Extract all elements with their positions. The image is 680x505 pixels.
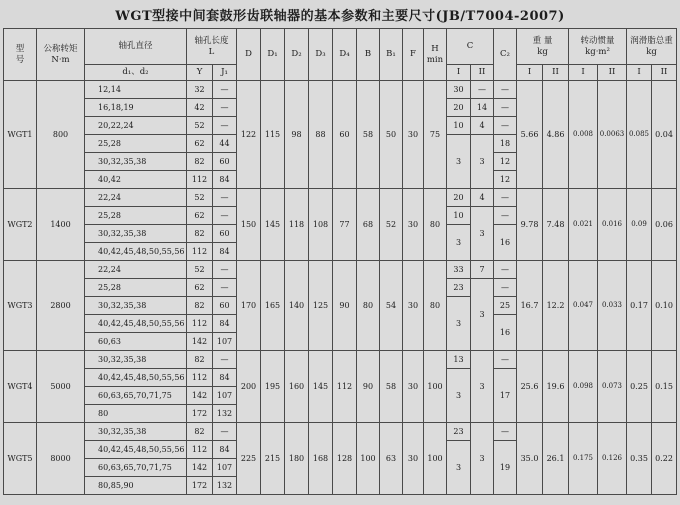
j1-cell: — [213, 99, 237, 117]
weight-II-cell: 7.48 [543, 189, 569, 261]
grease-I-cell: 0.25 [627, 351, 652, 423]
bore-cell: 30,32,35,38 [85, 153, 187, 171]
bore-cell: 12,14 [85, 81, 187, 99]
header-H-min: H min [424, 29, 447, 81]
dim-B-cell: 80 [357, 261, 380, 351]
c-II-cell: 3 [471, 207, 494, 261]
j1-cell: 60 [213, 297, 237, 315]
header-grease-I: I [627, 65, 652, 81]
c2-cell: 16 [494, 315, 517, 351]
header-C-I: I [447, 65, 471, 81]
dim-D2-cell: 180 [285, 423, 309, 495]
weight-II-cell: 26.1 [543, 423, 569, 495]
dim-D-cell: 200 [237, 351, 261, 423]
grease-I-cell: 0.085 [627, 81, 652, 189]
header-grease-II: II [652, 65, 677, 81]
dim-D3-cell: 145 [309, 351, 333, 423]
inertia-II-cell: 0.073 [598, 351, 627, 423]
c-II-cell: 14 [471, 99, 494, 117]
y-cell: 142 [187, 387, 213, 405]
c-I-cell: 23 [447, 423, 471, 441]
weight-I-cell: 5.66 [517, 81, 543, 189]
y-cell: 52 [187, 189, 213, 207]
c-II-cell: 3 [471, 423, 494, 495]
grease-II-cell: 0.15 [652, 351, 677, 423]
y-cell: 62 [187, 207, 213, 225]
bore-cell: 30,32,35,38 [85, 225, 187, 243]
inertia-I-cell: 0.047 [569, 261, 598, 351]
dim-D4-cell: 60 [333, 81, 357, 189]
dim-F-cell: 30 [403, 423, 424, 495]
grease-I-cell: 0.09 [627, 189, 652, 261]
j1-cell: — [213, 351, 237, 369]
dim-D2-cell: 98 [285, 81, 309, 189]
page-title: WGT型接中间套鼓形齿联轴器的基本参数和主要尺寸(JB/T7004-2007) [115, 9, 565, 24]
h-min-cell: 80 [424, 189, 447, 261]
j1-cell: 84 [213, 441, 237, 459]
torque-cell: 1400 [37, 189, 85, 261]
dim-D-cell: 170 [237, 261, 261, 351]
bore-cell: 80 [85, 405, 187, 423]
dim-B-cell: 68 [357, 189, 380, 261]
c-I-cell: 3 [447, 369, 471, 423]
c2-cell: — [494, 189, 517, 207]
dim-D2-cell: 118 [285, 189, 309, 261]
c2-cell: — [494, 99, 517, 117]
j1-cell: — [213, 189, 237, 207]
y-cell: 62 [187, 279, 213, 297]
grease-II-cell: 0.22 [652, 423, 677, 495]
header-C2: C₂ [494, 29, 517, 81]
y-cell: 112 [187, 441, 213, 459]
dim-D4-cell: 77 [333, 189, 357, 261]
dim-B1-cell: 54 [380, 261, 403, 351]
j1-cell: 60 [213, 225, 237, 243]
j1-cell: 44 [213, 135, 237, 153]
c-I-cell: 10 [447, 207, 471, 225]
c2-cell: 19 [494, 441, 517, 495]
c-I-cell: 20 [447, 99, 471, 117]
dim-B-cell: 100 [357, 423, 380, 495]
model-cell: WGT2 [4, 189, 37, 261]
model-cell: WGT5 [4, 423, 37, 495]
j1-cell: 84 [213, 369, 237, 387]
weight-I-cell: 16.7 [517, 261, 543, 351]
c-I-cell: 3 [447, 225, 471, 261]
y-cell: 32 [187, 81, 213, 99]
y-cell: 112 [187, 243, 213, 261]
weight-II-cell: 12.2 [543, 261, 569, 351]
header-dim-F: F [403, 29, 424, 81]
y-cell: 52 [187, 261, 213, 279]
y-cell: 112 [187, 369, 213, 387]
header-grease: 润滑脂总重 kg [627, 29, 677, 65]
header-dim-B1: B₁ [380, 29, 403, 81]
header-bore-sub: d₁、d₂ [85, 65, 187, 81]
j1-cell: 107 [213, 333, 237, 351]
c2-cell: — [494, 117, 517, 135]
c-I-cell: 10 [447, 117, 471, 135]
bore-cell: 16,18,19 [85, 99, 187, 117]
j1-cell: 132 [213, 477, 237, 495]
h-min-cell: 75 [424, 81, 447, 189]
header-weight-II: II [543, 65, 569, 81]
inertia-I-cell: 0.021 [569, 189, 598, 261]
header-dim-D: D [237, 29, 261, 81]
bore-cell: 22,24 [85, 189, 187, 207]
y-cell: 52 [187, 117, 213, 135]
y-cell: 62 [187, 135, 213, 153]
c2-cell: — [494, 261, 517, 279]
j1-cell: — [213, 207, 237, 225]
dim-F-cell: 30 [403, 189, 424, 261]
dim-D-cell: 225 [237, 423, 261, 495]
model-cell: WGT1 [4, 81, 37, 189]
c2-cell: — [494, 207, 517, 225]
header-Y: Y [187, 65, 213, 81]
h-min-cell: 100 [424, 351, 447, 423]
y-cell: 82 [187, 225, 213, 243]
c-II-cell: 3 [471, 351, 494, 423]
dim-D2-cell: 160 [285, 351, 309, 423]
header-bore-length: 轴孔长度 L [187, 29, 237, 65]
dim-B1-cell: 50 [380, 81, 403, 189]
header-dim-D2: D₂ [285, 29, 309, 81]
weight-I-cell: 35.0 [517, 423, 543, 495]
j1-cell: — [213, 81, 237, 99]
weight-I-cell: 9.78 [517, 189, 543, 261]
header-inertia-I: I [569, 65, 598, 81]
y-cell: 82 [187, 297, 213, 315]
bore-cell: 25,28 [85, 207, 187, 225]
dim-B1-cell: 52 [380, 189, 403, 261]
y-cell: 112 [187, 315, 213, 333]
c-II-cell: 3 [471, 135, 494, 189]
grease-I-cell: 0.17 [627, 261, 652, 351]
j1-cell: 84 [213, 315, 237, 333]
bore-cell: 40,42,45,48,50,55,56 [85, 369, 187, 387]
c-II-cell: 3 [471, 279, 494, 351]
j1-cell: 84 [213, 171, 237, 189]
dim-D1-cell: 215 [261, 423, 285, 495]
c2-cell: 17 [494, 369, 517, 423]
weight-II-cell: 19.6 [543, 351, 569, 423]
torque-cell: 800 [37, 81, 85, 189]
bore-cell: 40,42,45,48,50,55,56 [85, 441, 187, 459]
bore-cell: 60,63,65,70,71,75 [85, 459, 187, 477]
bore-cell: 25,28 [85, 279, 187, 297]
j1-cell: 60 [213, 153, 237, 171]
dim-D3-cell: 108 [309, 189, 333, 261]
j1-cell: — [213, 279, 237, 297]
c-I-cell: 3 [447, 441, 471, 495]
c-II-cell: — [471, 81, 494, 99]
c2-cell: — [494, 81, 517, 99]
c2-cell: 16 [494, 225, 517, 261]
y-cell: 42 [187, 99, 213, 117]
c-II-cell: 7 [471, 261, 494, 279]
header-J1: J₁ [213, 65, 237, 81]
header-torque: 公称转矩 N·m [37, 29, 85, 81]
c-I-cell: 3 [447, 297, 471, 351]
j1-cell: 84 [213, 243, 237, 261]
header-C: C [447, 29, 494, 65]
y-cell: 82 [187, 351, 213, 369]
inertia-II-cell: 0.0063 [598, 81, 627, 189]
dim-D3-cell: 125 [309, 261, 333, 351]
bore-cell: 80,85,90 [85, 477, 187, 495]
y-cell: 142 [187, 459, 213, 477]
torque-cell: 8000 [37, 423, 85, 495]
dim-D-cell: 122 [237, 81, 261, 189]
bore-cell: 40,42,45,48,50,55,56 [85, 243, 187, 261]
bore-cell: 22,24 [85, 261, 187, 279]
header-weight: 重 量 kg [517, 29, 569, 65]
coupling-parameters-table [3, 28, 677, 495]
grease-I-cell: 0.35 [627, 423, 652, 495]
bore-cell: 40,42 [85, 171, 187, 189]
dim-D3-cell: 168 [309, 423, 333, 495]
bore-cell: 60,63 [85, 333, 187, 351]
j1-cell: 107 [213, 387, 237, 405]
dim-D4-cell: 90 [333, 261, 357, 351]
bore-cell: 25,28 [85, 135, 187, 153]
dim-D1-cell: 165 [261, 261, 285, 351]
c-I-cell: 30 [447, 81, 471, 99]
j1-cell: 107 [213, 459, 237, 477]
c-I-cell: 3 [447, 135, 471, 189]
grease-II-cell: 0.06 [652, 189, 677, 261]
bore-cell: 30,32,35,38 [85, 351, 187, 369]
torque-cell: 5000 [37, 351, 85, 423]
weight-II-cell: 4.86 [543, 81, 569, 189]
c2-cell: 25 [494, 297, 517, 315]
y-cell: 142 [187, 333, 213, 351]
inertia-I-cell: 0.098 [569, 351, 598, 423]
header-dim-B: B [357, 29, 380, 81]
dim-D1-cell: 145 [261, 189, 285, 261]
j1-cell: — [213, 117, 237, 135]
c2-cell: — [494, 279, 517, 297]
y-cell: 172 [187, 405, 213, 423]
grease-II-cell: 0.10 [652, 261, 677, 351]
dim-B-cell: 58 [357, 81, 380, 189]
bore-cell: 30,32,35,38 [85, 423, 187, 441]
dim-F-cell: 30 [403, 81, 424, 189]
y-cell: 82 [187, 423, 213, 441]
c-I-cell: 13 [447, 351, 471, 369]
bore-cell: 30,32,35,38 [85, 297, 187, 315]
y-cell: 112 [187, 171, 213, 189]
bore-cell: 60,63,65,70,71,75 [85, 387, 187, 405]
inertia-I-cell: 0.175 [569, 423, 598, 495]
h-min-cell: 100 [424, 423, 447, 495]
model-cell: WGT4 [4, 351, 37, 423]
c2-cell: 18 [494, 135, 517, 153]
header-dim-D1: D₁ [261, 29, 285, 81]
h-min-cell: 80 [424, 261, 447, 351]
c-II-cell: 4 [471, 189, 494, 207]
inertia-II-cell: 0.126 [598, 423, 627, 495]
inertia-II-cell: 0.033 [598, 261, 627, 351]
y-cell: 82 [187, 153, 213, 171]
header-inertia-II: II [598, 65, 627, 81]
weight-I-cell: 25.6 [517, 351, 543, 423]
dim-B1-cell: 58 [380, 351, 403, 423]
header-C-II: II [471, 65, 494, 81]
dim-D2-cell: 140 [285, 261, 309, 351]
dim-D1-cell: 115 [261, 81, 285, 189]
c2-cell: — [494, 423, 517, 441]
dim-B-cell: 90 [357, 351, 380, 423]
bore-cell: 40,42,45,48,50,55,56 [85, 315, 187, 333]
c2-cell: 12 [494, 171, 517, 189]
y-cell: 172 [187, 477, 213, 495]
header-dim-D4: D₄ [333, 29, 357, 81]
grease-II-cell: 0.04 [652, 81, 677, 189]
c2-cell: — [494, 351, 517, 369]
c-II-cell: 4 [471, 117, 494, 135]
dim-F-cell: 30 [403, 351, 424, 423]
dim-D4-cell: 112 [333, 351, 357, 423]
dim-D3-cell: 88 [309, 81, 333, 189]
c-I-cell: 20 [447, 189, 471, 207]
bore-cell: 20,22,24 [85, 117, 187, 135]
c2-cell: 12 [494, 153, 517, 171]
j1-cell: — [213, 261, 237, 279]
c-I-cell: 23 [447, 279, 471, 297]
header-weight-I: I [517, 65, 543, 81]
header-model: 型 号 [4, 29, 37, 81]
j1-cell: — [213, 423, 237, 441]
model-cell: WGT3 [4, 261, 37, 351]
header-inertia: 转动惯量 kg·m² [569, 29, 627, 65]
dim-B1-cell: 63 [380, 423, 403, 495]
dim-D-cell: 150 [237, 189, 261, 261]
torque-cell: 2800 [37, 261, 85, 351]
c-I-cell: 33 [447, 261, 471, 279]
inertia-II-cell: 0.016 [598, 189, 627, 261]
dim-D1-cell: 195 [261, 351, 285, 423]
inertia-I-cell: 0.008 [569, 81, 598, 189]
dim-F-cell: 30 [403, 261, 424, 351]
j1-cell: 132 [213, 405, 237, 423]
dim-D4-cell: 128 [333, 423, 357, 495]
header-dim-D3: D₃ [309, 29, 333, 81]
header-bore-diameter: 轴孔直径 [85, 29, 187, 65]
